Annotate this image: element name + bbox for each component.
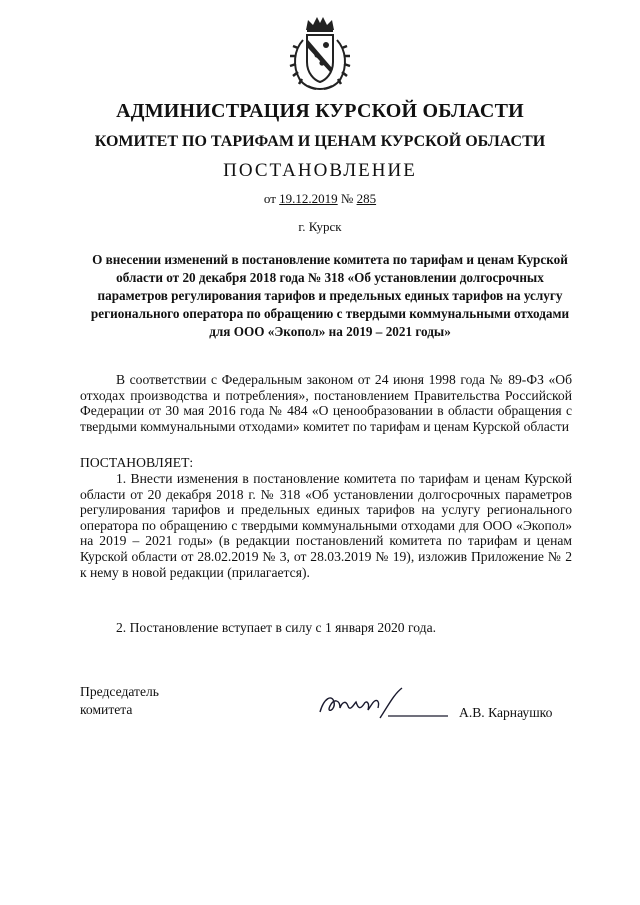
organization-title: АДМИНИСТРАЦИЯ КУРСКОЙ ОБЛАСТИ xyxy=(116,100,524,122)
decree-word: ПОСТАНОВЛЯЕТ: xyxy=(80,455,194,470)
committee-title: КОМИТЕТ ПО ТАРИФАМ И ЦЕНАМ КУРСКОЙ ОБЛАСТИ xyxy=(94,133,546,150)
signatory-name: А.В. Карнаушко xyxy=(459,705,553,720)
item-1-paragraph: 1. Внести изменения в постановление комитета по тарифам и ценам Курской области от 20 декабря 2018 г. № 318 «Об установлении долгосрочных параметров регулирования тарифов и предельных единых тарифов на услугу регионального оператора по обращению с твердыми коммунальными отходами для ООО «Экопол» на 2019 – 2021 годы» (в редакции постановлений комитета по тарифам и ценам Курской области от 28.02.2019 № 3, от 28.03.2019 № 19), изложив Приложение № 2 к нему в новой редакции (прилагается). xyxy=(80,471,572,580)
document-number: 285 xyxy=(356,191,377,206)
signature-icon xyxy=(310,684,450,724)
number-prefix: № xyxy=(340,191,354,206)
date-number-line xyxy=(0,191,640,207)
document-type: ПОСТАНОВЛЕНИЕ xyxy=(223,160,417,181)
date-prefix: от xyxy=(263,191,276,206)
item-2-paragraph: 2. Постановление вступает в силу с 1 января 2020 года. xyxy=(116,620,436,635)
position-line-1: Председатель xyxy=(80,684,159,699)
city: г. Курск xyxy=(298,219,342,234)
signatory-position xyxy=(80,683,159,719)
preamble-paragraph: В соответствии с Федеральным законом от 24 июня 1998 года № 89-ФЗ «Об отходах производства и потребления», постановлением Правительства Российской Федерации от 30 мая 2016 года № 484 «О ценообразовании в области обращения с твердыми коммунальными отходами» комитет по тарифам и ценам Курской области xyxy=(80,372,572,434)
coat-of-arms-icon xyxy=(286,14,354,92)
document-date: 19.12.2019 xyxy=(279,191,338,206)
document-title: О внесении изменений в постановление комитета по тарифам и ценам Курской области от 20 декабря 2018 года № 318 «Об установлении долгосрочных параметров регулирования тарифов и предельных единых тарифов на услугу регионального оператора по обращению с твердыми коммунальными отходами для ООО «Экопол» на 2019 – 2021 годы» xyxy=(90,252,570,339)
position-line-2: комитета xyxy=(80,702,133,717)
